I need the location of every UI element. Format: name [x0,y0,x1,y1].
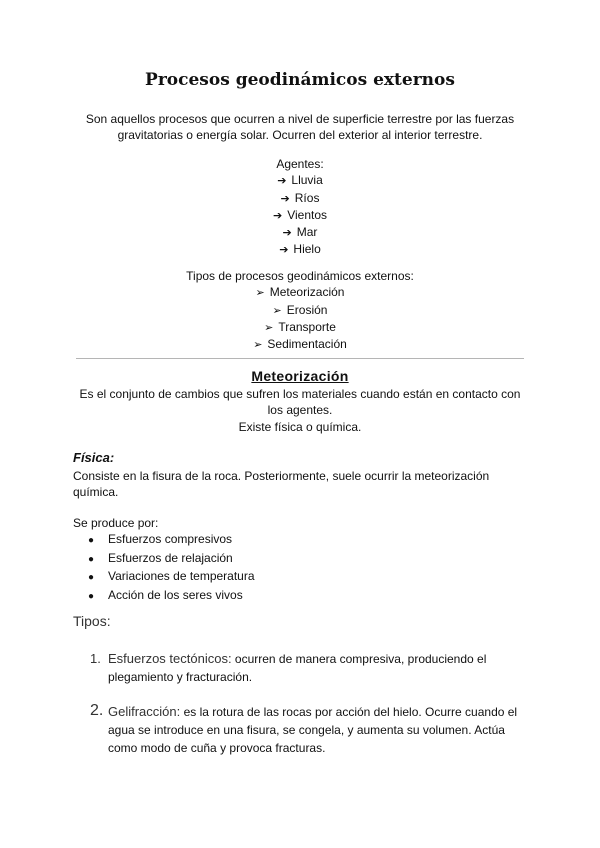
intro-line: Son aquellos procesos que ocurren a nivel de superficie terrestre por las fuerzas [85,112,515,126]
subsection-heading: Física: [73,450,115,465]
section-description [60,386,540,435]
paragraph-line: química. [73,485,119,500]
numbered-item [90,703,530,757]
list-item: ● Esfuerzos de relajación [88,550,255,569]
arrowhead-icon: ➢ [272,304,282,317]
fisica-paragraph [73,468,523,501]
agents-list [60,156,540,259]
list-item: ● Acción de los seres vivos [88,587,255,606]
arrow-right-icon: ➔ [282,227,292,240]
bullet-icon: ● [88,553,95,565]
agents-label: Agentes: [276,157,324,171]
intro-paragraph [60,111,540,144]
list-item: ➔ Lluvia [277,173,323,188]
types-heading: Tipos: [73,613,111,629]
list-item: ➢ Transporte [264,319,336,334]
arrow-right-icon: ➔ [279,244,289,257]
arrow-right-icon: ➔ [280,192,290,205]
item-text: es la rotura de las rocas por acción del hielo. Ocurre cuando el [180,705,518,719]
list-item: ➢ Meteorización [255,285,345,300]
item-term: Esfuerzos tectónicos: [108,651,232,666]
process-types-list [60,268,540,353]
paragraph-line: Consiste en la fisura de la roca. Posteriormente, suele ocurrir la meteorización [73,469,490,483]
section-title: Meteorización [251,368,349,384]
item-text: ocurren de manera compresiva, produciendo el [231,652,487,666]
description-line: Es el conjunto de cambios que sufren los materiales cuando están en contacto con [79,387,521,401]
arrowhead-icon: ➢ [255,287,265,300]
list-item: ➔ Mar [282,225,318,240]
item-text: como modo de cuña y provoca fracturas. [108,741,326,755]
description-line: Existe física o química. [238,419,362,434]
process-types-label: Tipos de procesos geodinámicos externos: [186,269,414,283]
list-item: ● Variaciones de temperatura [88,568,255,587]
description-line: los agentes. [267,403,333,418]
arrowhead-icon: ➢ [253,339,263,352]
bullet-icon: ● [88,590,95,602]
item-number: 1. [90,651,101,666]
item-number: 2. [90,702,104,719]
list-item: ➢ Erosión [272,302,328,317]
item-text: agua se introduce en una fisura, se congela, y aumenta su volumen. Actúa [108,723,505,737]
page-title: Procesos geodinámicos externos [145,70,455,90]
item-term: Gelifracción: [108,704,181,719]
list-item: ● Esfuerzos compresivos [88,531,255,550]
list-item: ➢ Sedimentación [253,337,347,352]
intro-line: gravitatorias o energía solar. Ocurren del exterior al interior terrestre. [117,128,483,143]
item-text: plegamiento y fracturación. [108,670,253,684]
produced-by-label: Se produce por: [73,516,159,530]
list-item: ➔ Vientos [272,207,328,222]
horizontal-divider [76,358,524,359]
causes-list [88,531,255,605]
bullet-icon: ● [88,535,95,546]
list-item: ➔ Ríos [280,190,320,205]
arrow-right-icon: ➔ [272,209,283,222]
arrowhead-icon: ➢ [264,321,274,334]
bullet-icon: ● [88,572,95,583]
arrow-right-icon: ➔ [277,175,287,188]
list-item: ➔ Hielo [279,242,321,257]
numbered-item [90,650,530,686]
